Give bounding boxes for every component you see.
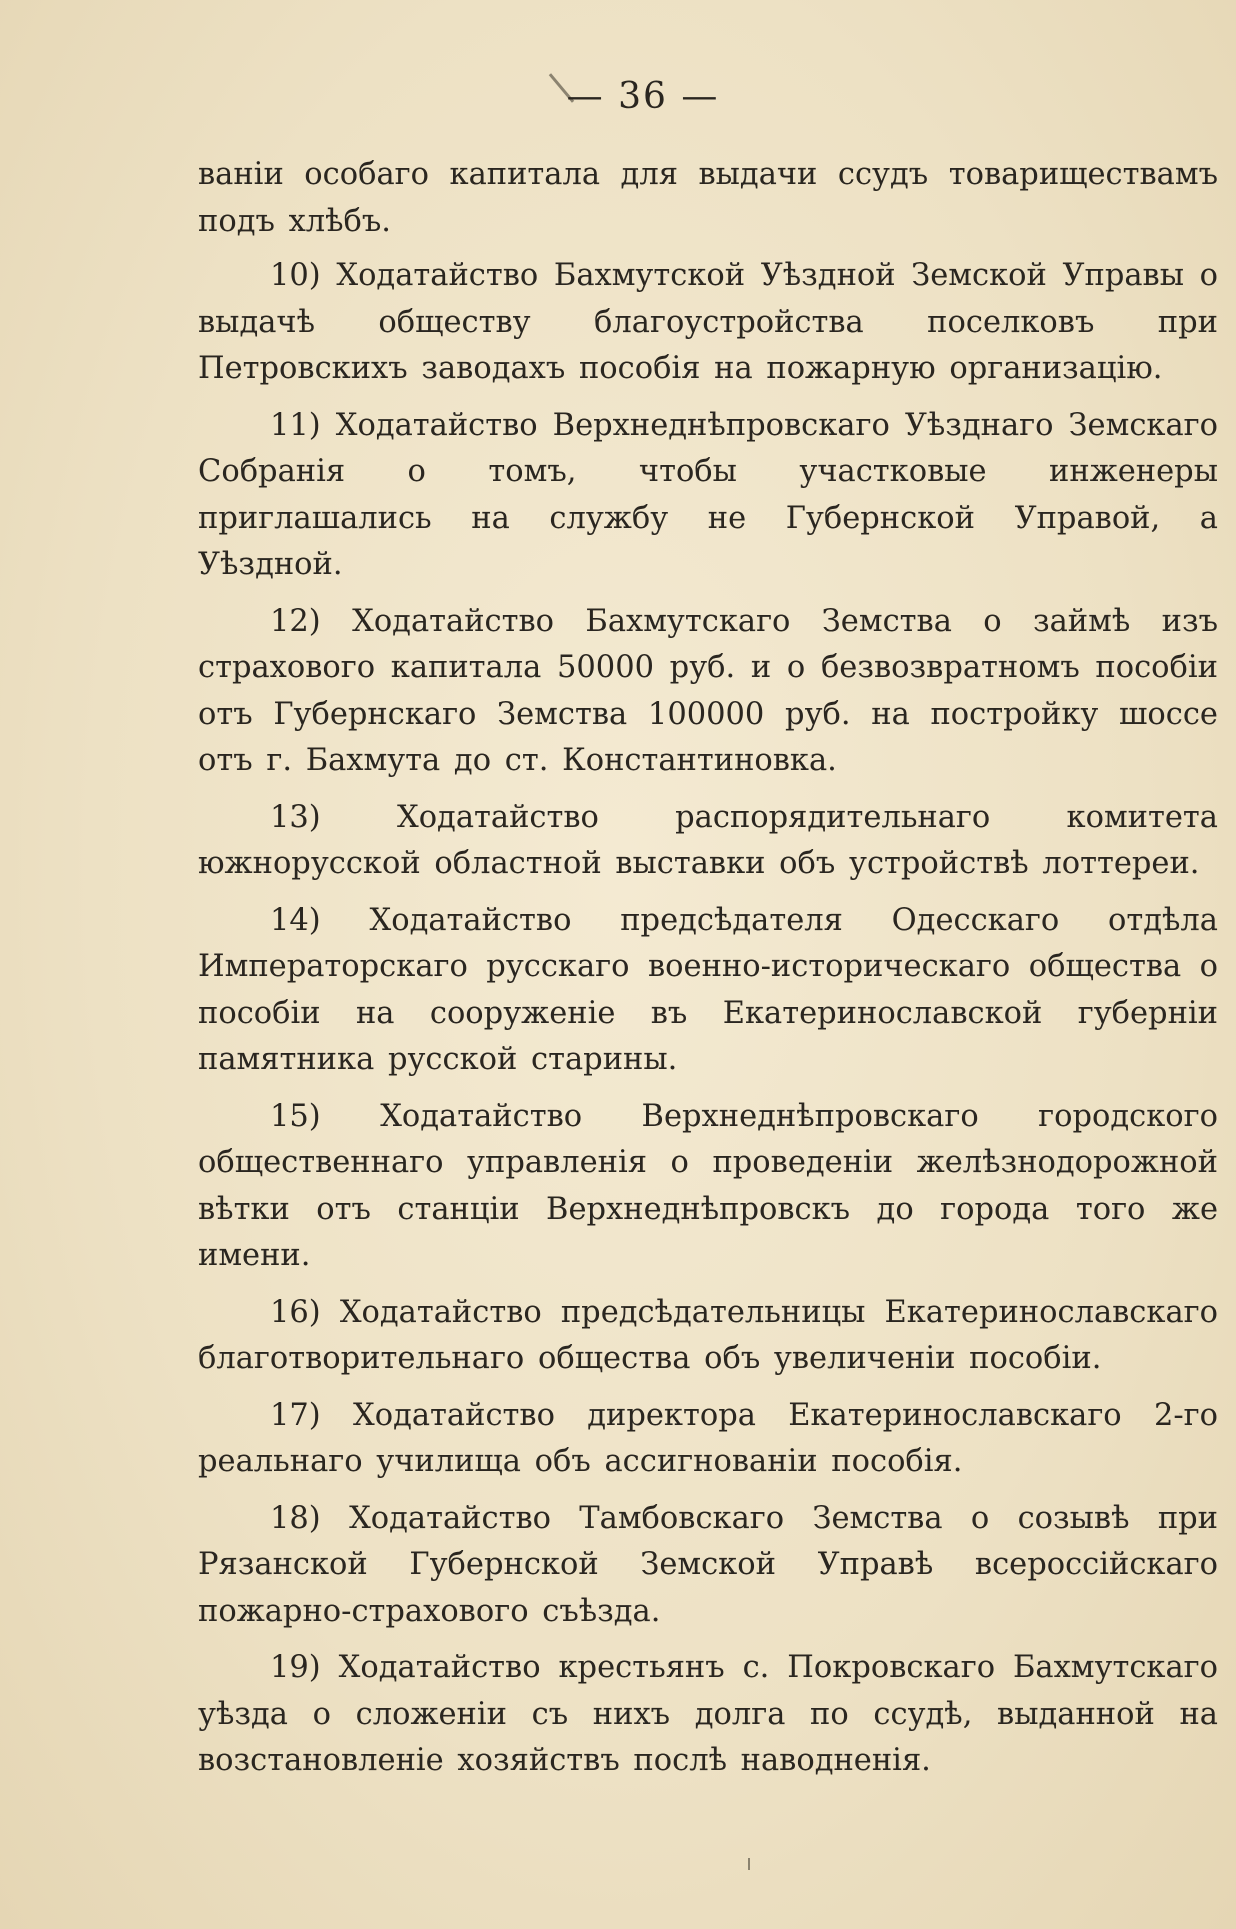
item-number: 16) — [270, 1294, 321, 1330]
list-item — [198, 403, 1218, 589]
item-text: Ходатайство Верхнеднѣпровскаго Уѣзднаго Земскаго Собранія о томъ, чтобы участковые инженеры приглашались на службу не Губернской Управой, а Уѣздной. — [198, 407, 1218, 582]
item-number: 15) — [270, 1098, 321, 1134]
list-item — [198, 1496, 1218, 1636]
document-body — [198, 152, 1218, 1795]
item-text: Ходатайство крестьянъ с. Покровскаго Бахмутскаго уѣзда о сложеніи съ нихъ долга по ссудѣ, выданной на возстановленіе хозяйствъ послѣ наводненія. — [198, 1650, 1218, 1778]
item-number: 17) — [270, 1397, 321, 1433]
item-number: 12) — [270, 603, 321, 639]
item-number: 13) — [270, 799, 321, 835]
item-text: Ходатайство Бахмутской Уѣздной Земской Управы о выдачѣ обществу благоустройства поселковъ при Петровскихъ заводахъ пособія на пожарную организацію. — [198, 258, 1218, 386]
list-item — [198, 599, 1218, 785]
item-number: 19) — [270, 1650, 321, 1685]
item-text: Ходатайство директора Екатеринославскаго 2-го реальнаго училища объ ассигнованіи пособія. — [198, 1397, 1218, 1479]
item-number: 14) — [270, 902, 321, 938]
item-number: 11) — [270, 407, 321, 443]
list-item — [198, 898, 1218, 1084]
continuation-paragraph: ваніи особаго капитала для выдачи ссудъ товариществамъ подъ хлѣбъ. — [198, 157, 1218, 239]
list-item — [198, 1393, 1218, 1486]
list-item — [198, 1094, 1218, 1280]
item-text: Ходатайство Верхнеднѣпровскаго городского общественнаго управленія о проведеніи желѣзнодорожной вѣтки отъ станціи Верхнеднѣпровскъ до города того же имени. — [198, 1098, 1218, 1273]
list-item — [198, 1290, 1218, 1383]
item-text: Ходатайство Бахмутскаго Земства о займѣ изъ страхового капитала 50000 руб. и о безвозвратномъ пособіи отъ Губернскаго Земства 100000 руб. на постройку шоссе отъ г. Бахмута до ст. Константиновка. — [198, 603, 1219, 778]
item-number: 10) — [270, 258, 321, 293]
list-item — [198, 795, 1218, 888]
page-number: — 36 — — [566, 76, 720, 117]
list-item — [198, 1645, 1218, 1785]
item-number: 18) — [270, 1500, 321, 1536]
item-text: Ходатайство предсѣдателя Одесскаго отдѣла Императорскаго русскаго военно-историческаго общества о пособіи на сооруженіе въ Екатеринославской губерніи памятника русской старины. — [198, 902, 1218, 1077]
item-text: Ходатайство предсѣдательницы Екатеринославскаго благотворительнаго общества объ увеличеніи пособіи. — [198, 1294, 1218, 1376]
pen-mark — [748, 1858, 750, 1870]
list-item — [198, 253, 1218, 393]
item-text: Ходатайство распорядительнаго комитета южнорусской областной выставки объ устройствѣ лоттереи. — [198, 799, 1218, 881]
item-text: Ходатайство Тамбовскаго Земства о созывѣ при Рязанской Губернской Земской Управѣ всероссійскаго пожарно-страхового съѣзда. — [198, 1500, 1218, 1629]
